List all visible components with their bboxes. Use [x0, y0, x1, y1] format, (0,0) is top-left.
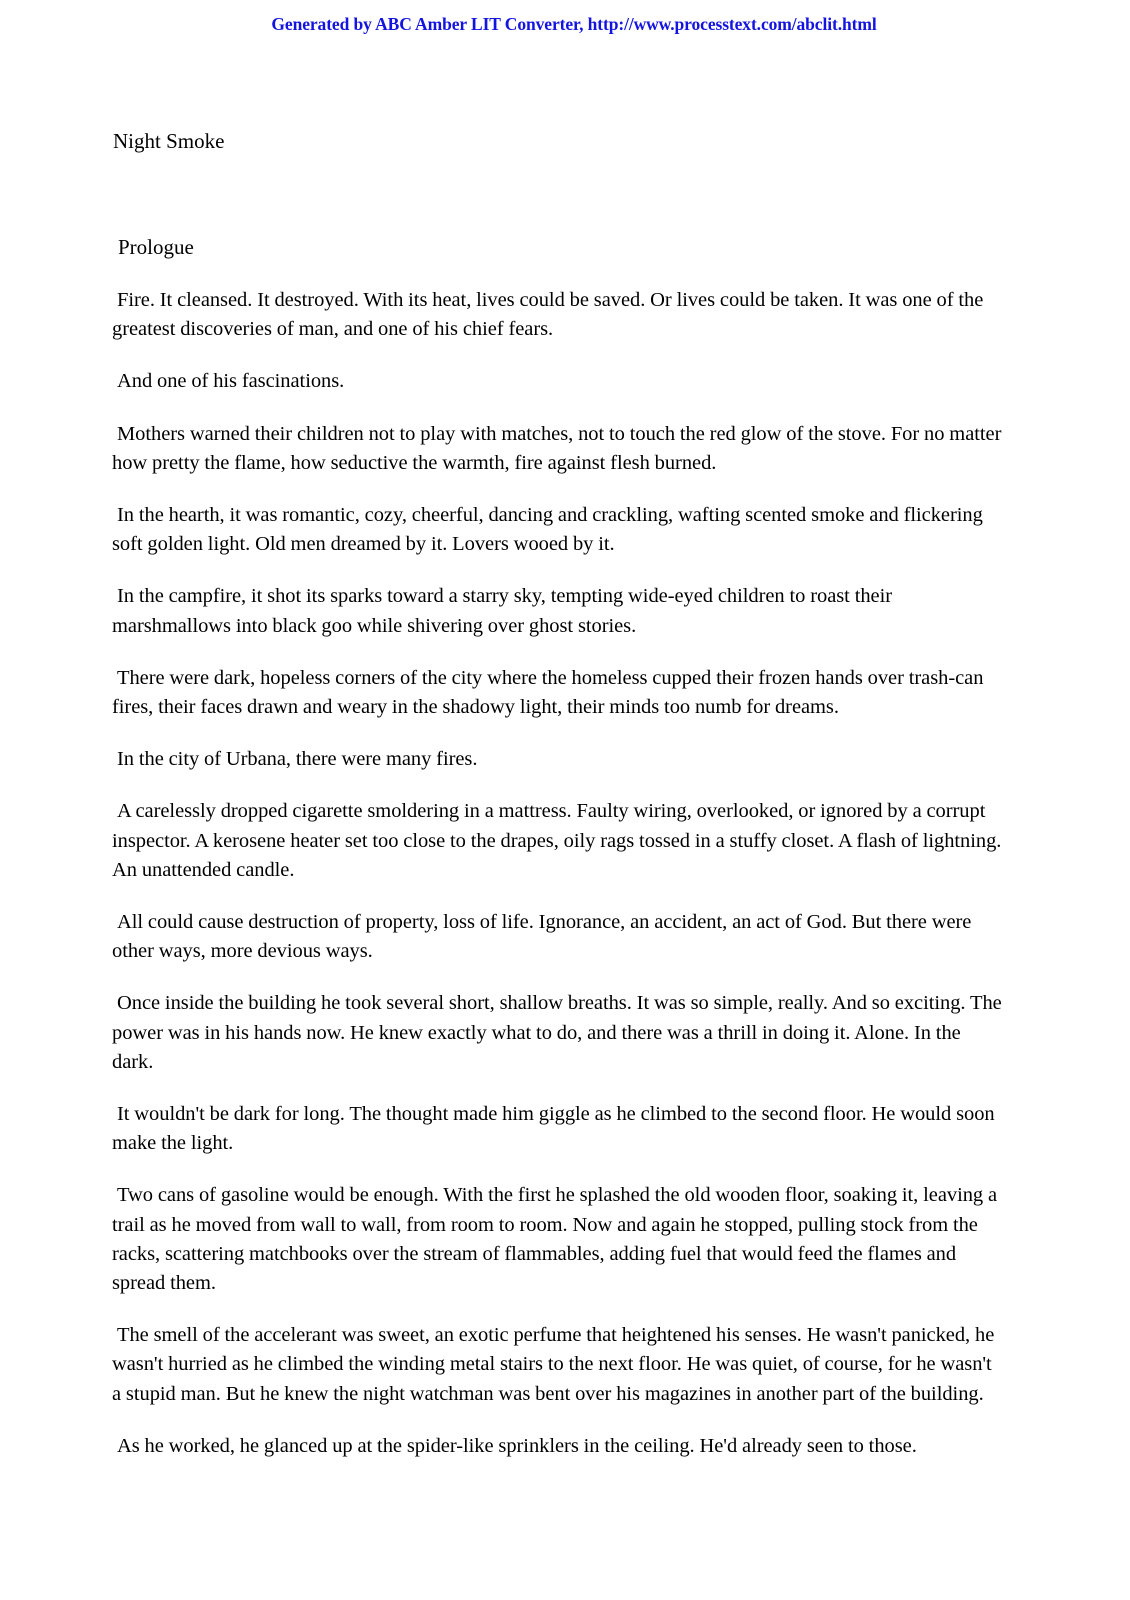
body-paragraph: In the campfire, it shot its sparks toward a starry sky, tempting wide-eyed children to roast their marshmallows into black goo while shivering over ghost stories. [112, 585, 893, 637]
section-heading: Prologue [118, 235, 194, 259]
body-paragraph: The smell of the accelerant was sweet, an exotic perfume that heightened his senses. He wasn't panicked, he wasn't hurried as he climbed the winding metal stairs to the next floor. He was quiet, of course, for he wasn't a stupid man. But he knew the night watchman was bent over his magazines in another part of the building. [112, 1324, 995, 1405]
prologue-body [112, 286, 1002, 1461]
body-paragraph: Once inside the building he took several short, shallow breaths. It was so simple, really. And so exciting. The power was in his hands now. He knew exactly what to do, and there was a thrill in doing it. Alone. In the dark. [112, 992, 1002, 1073]
body-paragraph: In the city of Urbana, there were many fires. [117, 748, 478, 771]
body-paragraph: A carelessly dropped cigarette smoldering in a mattress. Faulty wiring, overlooked, or ignored by a corrupt inspector. A kerosene heater set too close to the drapes, oily rags tossed in a stuffy closet. A flash of lightning. An unattended candle. [112, 800, 1002, 881]
body-paragraph: In the hearth, it was romantic, cozy, cheerful, dancing and crackling, wafting scented smoke and flickering soft golden light. Old men dreamed by it. Lovers wooed by it. [112, 504, 983, 556]
document-content [112, 128, 1002, 1461]
converter-link[interactable]: Generated by ABC Amber LIT Converter, http://www.processtext.com/abclit.html [271, 14, 877, 34]
body-paragraph: As he worked, he glanced up at the spider-like sprinklers in the ceiling. He'd already seen to those. [117, 1434, 917, 1457]
body-paragraph: Fire. It cleansed. It destroyed. With its heat, lives could be saved. Or lives could be taken. It was one of the greatest discoveries of man, and one of his chief fears. [112, 289, 984, 341]
body-paragraph: All could cause destruction of property, loss of life. Ignorance, an accident, an act of God. But there were other ways, more devious ways. [112, 911, 972, 963]
body-paragraph: Mothers warned their children not to play with matches, not to touch the red glow of the stove. For no matter how pretty the flame, how seductive the warmth, fire against flesh burned. [112, 422, 1002, 474]
body-paragraph: And one of his fascinations. [117, 370, 345, 393]
body-paragraph: Two cans of gasoline would be enough. With the first he splashed the old wooden floor, soaking it, leaving a trail as he moved from wall to wall, from room to room. Now and again he stopped, pulling stock from the racks, scattering matchbooks over the stream of flammables, adding fuel that would feed the flames and spread them. [112, 1184, 998, 1295]
body-paragraph: There were dark, hopeless corners of the city where the homeless cupped their frozen hands over trash-can fires, their faces drawn and weary in the shadowy light, their minds too numb for dreams. [112, 666, 984, 719]
converter-banner [0, 14, 1130, 35]
book-title: Night Smoke [113, 129, 225, 153]
body-paragraph: It wouldn't be dark for long. The thought made him giggle as he climbed to the second floor. He would soon make the light. [112, 1103, 995, 1155]
